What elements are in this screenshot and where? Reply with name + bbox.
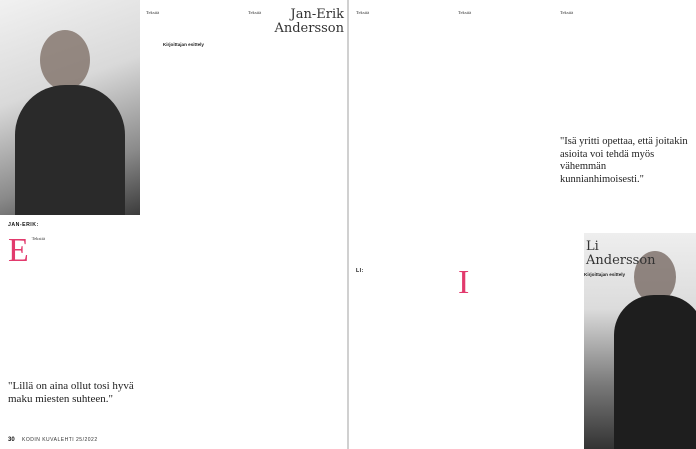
left-col-2: Tekstiä: [146, 10, 160, 15]
right-pull-quote: "Isä yritti opettaa, että joitakin asioita voi tehdä myös vähemmän kunnianhimoisesti.": [560, 136, 688, 185]
page-number: 30: [8, 437, 15, 443]
right-page: [348, 0, 696, 449]
li-section-label: LI:: [356, 268, 364, 274]
left-col-1-body: E Tekstiä: [8, 236, 45, 269]
jan-erik-section-label: JAN-ERIK:: [8, 222, 39, 228]
left-col-3: Tekstiä: [248, 10, 262, 15]
right-col-3: Tekstiä: [560, 10, 574, 15]
drop-cap-li: I: [458, 268, 470, 301]
li-bio-name: Li Andersson: [586, 239, 656, 268]
right-col-bottom: [458, 268, 584, 438]
drop-cap: E: [8, 236, 29, 269]
li-bio-text: Kirjoittajan esittely: [584, 272, 626, 277]
right-section-label-wrap: [356, 268, 456, 288]
jan-erik-portrait: [0, 0, 140, 215]
magazine-footer: KODIN KUVALEHTI 25/2022: [22, 437, 98, 443]
jan-erik-bio-text: Kirjoittajan esittely: [162, 42, 204, 47]
left-pull-quote: "Lillä on aina ollut tosi hyvä maku miesten suhteen.": [8, 380, 134, 405]
right-col-1: Tekstiä: [356, 10, 370, 15]
right-col-2: Tekstiä: [458, 10, 472, 15]
jan-erik-bio-name: Jan-Erik Andersson: [274, 7, 344, 36]
